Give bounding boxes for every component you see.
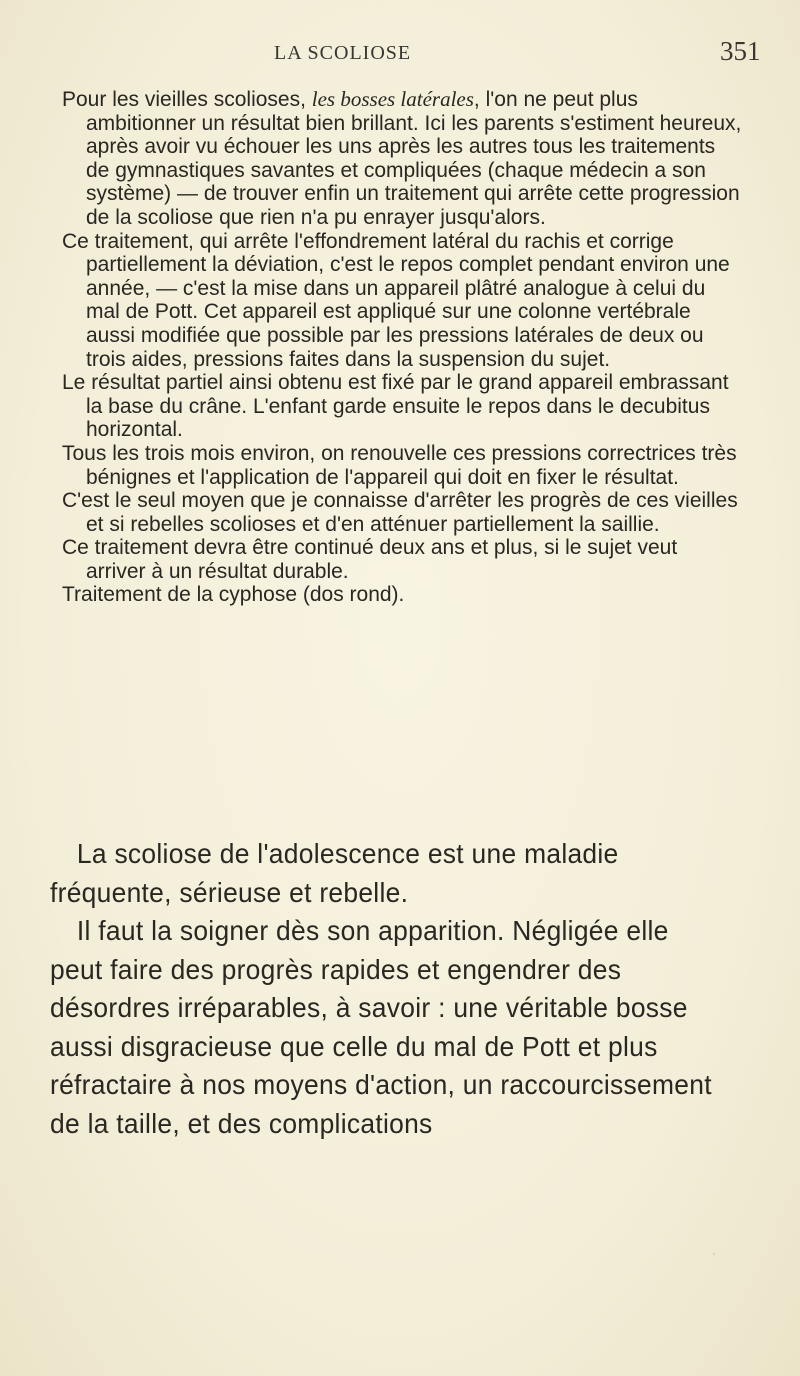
paragraph-only-means: C'est le seul moyen que je connaisse d'arrêter les progrès de ces vieilles et si rebelles scolioses et d'en atténuer partiellement la saillie. bbox=[62, 489, 738, 536]
paragraph-adolescent-scoliosis: La scoliose de l'adolescence est une maladie fréquente, sérieuse et rebelle. bbox=[50, 838, 619, 908]
paragraph-plaster-cast: Ce traitement, qui arrête l'effondrement latéral du rachis et corrige partiellement la déviation, c'est le repos complet pendant environ une année, — c'est la mise dans un appareil plâtré analogue à celui du mal de Pott. Cet appareil est appliqué sur une colonne vertébrale aussi modifiée que possible par les pressions latérales de deux ou trois aides, pressions faites dans la suspension du sujet. bbox=[62, 229, 730, 371]
paragraph-early-treatment: Il faut la soigner dès son apparition. Négligée elle peut faire des progrès rapides et engendrer des désordres irréparables, à savoir : une véritable bosse aussi disgracieuse que celle du mal de Pott et plus réfractaire à nos moyens d'action, un raccourcissement de la taille, et des complications bbox=[50, 915, 712, 1139]
adolescence-text-block bbox=[50, 835, 722, 1143]
paragraph-duration: Ce traitement devra être continué deux ans et plus, si le sujet veut arriver à un résultat durable. bbox=[62, 536, 678, 583]
running-header bbox=[0, 34, 800, 74]
paragraph-kyphosis-heading: Traitement de la cyphose (dos rond). bbox=[62, 583, 405, 607]
emphasized-term: les bosses latérales bbox=[311, 87, 474, 111]
treatment-text-block bbox=[62, 88, 742, 607]
paragraph-old-scolioses bbox=[62, 88, 742, 230]
paragraph-text: Pour les vieilles scolioses, bbox=[62, 88, 312, 111]
print-speck: · bbox=[712, 1248, 716, 1260]
running-title: LA SCOLIOSE bbox=[274, 42, 412, 64]
paragraph-text: , l'on ne peut plus ambitionner un résultat bien brillant. Ici les parents s'estiment heureux, après avoir vu échouer les uns après les autres tous les traitements de gymnastiques savantes et compliquées (chaque médecin a son système) — de trouver enfin un traitement qui arrête cette progression de la scoliose que rien n'a pu enrayer jusqu'alors. bbox=[86, 88, 742, 229]
paragraph-partial-result: Le résultat partiel ainsi obtenu est fixé par le grand appareil embrassant la base du crâne. L'enfant garde ensuite le repos dans le decubitus horizontal. bbox=[62, 371, 729, 442]
paragraph-pressure-renewal: Tous les trois mois environ, on renouvelle ces pressions correctrices très bénignes et l'application de l'appareil qui doit en fixer le résultat. bbox=[62, 441, 737, 489]
page-number: 351 bbox=[720, 36, 761, 66]
